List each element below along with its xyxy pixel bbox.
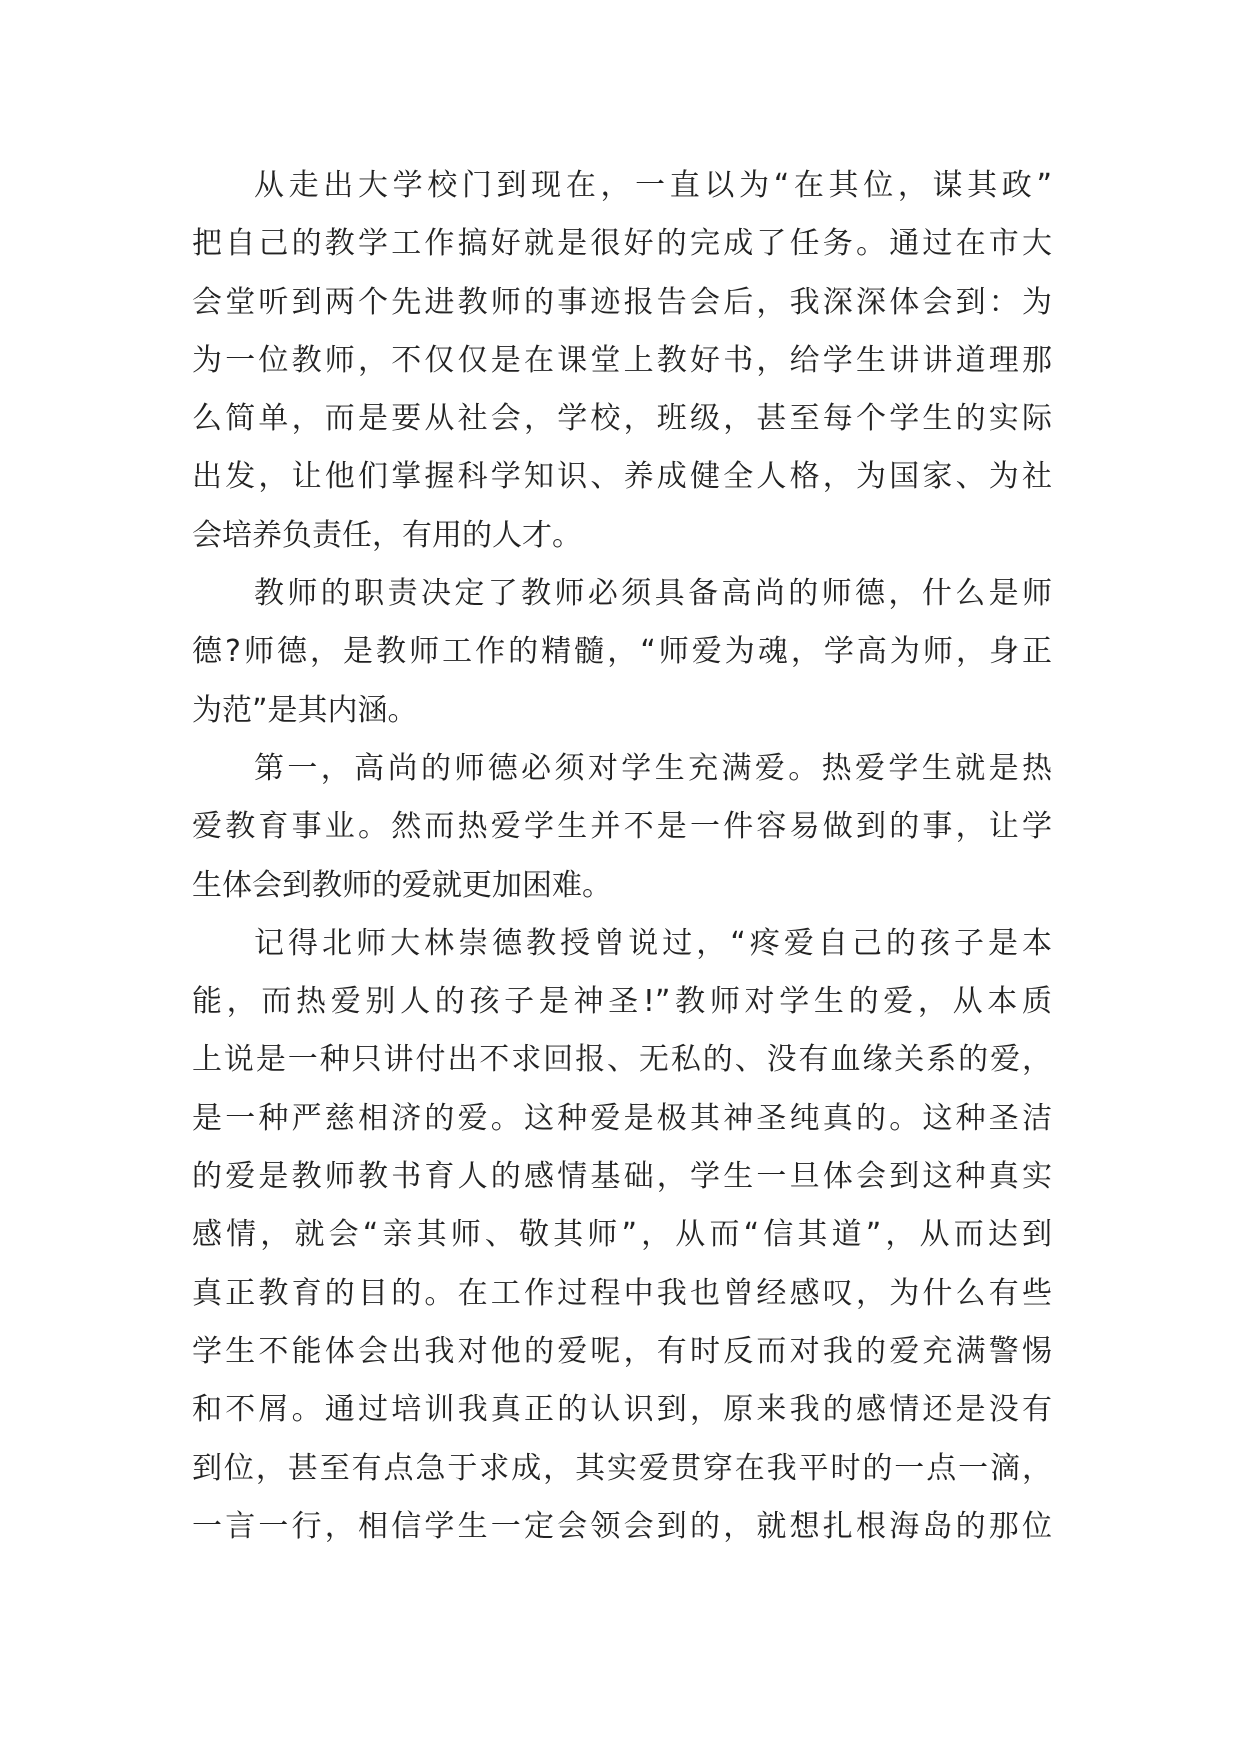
text-line: 感情，就会“亲其师、敬其师”，从而“信其道”，从而达到 [192,1217,1052,1253]
text-line: 是一种严慈相济的爱。这种爱是极其神圣纯真的。这种圣洁 [192,1100,1052,1136]
text-line: 真正教育的目的。在工作过程中我也曾经感叹，为什么有些 [192,1275,1052,1311]
text-line: 和不屑。通过培训我真正的认识到，原来我的感情还是没有 [192,1392,1052,1428]
text-line: 学生不能体会出我对他的爱呢，有时反而对我的爱充满警惕 [192,1333,1052,1369]
text-line: 为范”是其内涵。 [192,692,418,728]
text-line: 会堂听到两个先进教师的事迹报告会后，我深深体会到：为 [192,284,1052,320]
text-line: 爱教育事业。然而热爱学生并不是一件容易做到的事，让学 [192,809,1052,845]
text-line: 一言一行，相信学生一定会领会到的，就想扎根海岛的那位 [192,1508,1052,1544]
text-line: 为一位教师，不仅仅是在课堂上教好书，给学生讲讲道理那 [192,342,1052,378]
text-line: 生体会到教师的爱就更加困难。 [192,867,612,903]
text-line: 能，而热爱别人的孩子是神圣!”教师对学生的爱，从本质 [192,984,1052,1020]
text-line: 么简单，而是要从社会，学校，班级，甚至每个学生的实际 [192,401,1052,437]
text-line: 德?师德，是教师工作的精髓，“师爱为魂，学高为师，身正 [192,634,1052,670]
text-line: 出发，让他们掌握科学知识、养成健全人格，为国家、为社 [192,459,1052,495]
text-line: 到位，甚至有点急于求成，其实爱贯穿在我平时的一点一滴， [192,1450,1052,1486]
body-text [192,157,1052,1556]
text-line: 上说是一种只讲付出不求回报、无私的、没有血缘关系的爱， [192,1042,1052,1078]
text-line: 会培养负责任，有用的人才。 [192,517,582,553]
text-line: 第一，高尚的师德必须对学生充满爱。热爱学生就是热 [254,750,1052,786]
text-line: 的爱是教师教书育人的感情基础，学生一旦体会到这种真实 [192,1159,1052,1195]
text-line: 把自己的教学工作搞好就是很好的完成了任务。通过在市大 [192,226,1052,262]
text-line: 从走出大学校门到现在，一直以为“在其位，谋其政” [254,168,1052,203]
text-line: 教师的职责决定了教师必须具备高尚的师德，什么是师 [254,576,1052,612]
text-line: 记得北师大林崇德教授曾说过，“疼爱自己的孩子是本 [254,925,1052,961]
